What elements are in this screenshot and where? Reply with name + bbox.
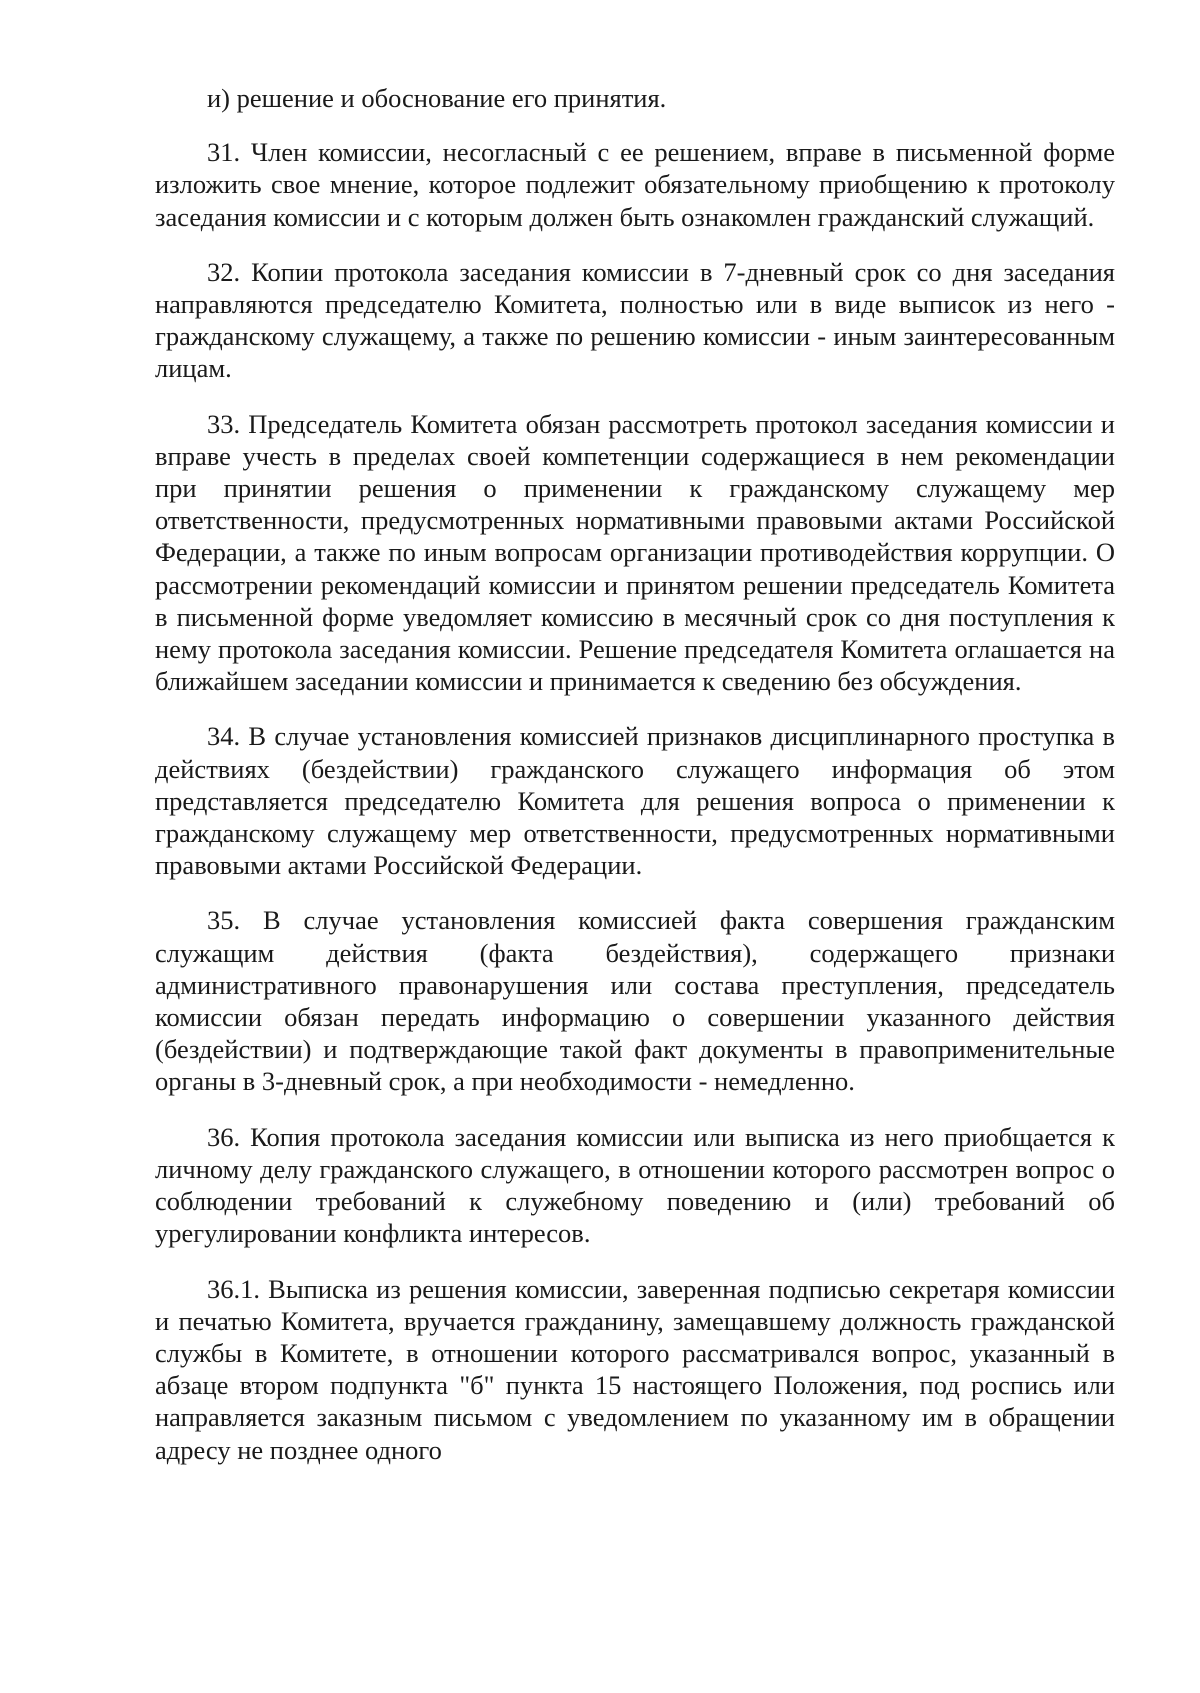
paragraph-32: 32. Копии протокола заседания комиссии в 7-дневный срок со дня заседания направляются председателю Комитета, полностью или в виде выписок из него - гражданскому служащему, а также по решению комиссии - иным заинтересованным лицам. (155, 256, 1115, 384)
paragraph-34: 34. В случае установления комиссией признаков дисциплинарного проступка в действиях (бездействии) гражданского служащего информация об этом представляется председателю Комитета для решения вопроса о применении к гражданскому служащему мер ответственности, предусмотренных нормативными правовыми актами Российской Федерации. (155, 721, 1115, 881)
paragraph-35: 35. В случае установления комиссией факта совершения гражданским служащим действия (факта бездействия), содержащего признаки административного правонарушения или состава преступления, председатель комиссии обязан передать информацию о совершении указанного действия (бездействии) и подтверждающие такой факт документы в правоприменительные органы в 3-дневный срок, а при необходимости - немедленно. (155, 905, 1115, 1097)
document-body (155, 82, 1115, 1466)
paragraph-36: 36. Копия протокола заседания комиссии или выписка из него приобщается к личному делу гражданского служащего, в отношении которого рассмотрен вопрос о соблюдении требований к служебному поведению и (или) требований об урегулировании конфликта интересов. (155, 1121, 1115, 1249)
paragraph-31: 31. Член комиссии, несогласный с ее решением, вправе в письменной форме изложить свое мнение, которое подлежит обязательному приобщению к протоколу заседания комиссии и с которым должен быть ознакомлен гражданский служащий. (155, 137, 1115, 232)
paragraph-item-i: и) решение и обоснование его принятия. (207, 83, 667, 113)
paragraph-33: 33. Председатель Комитета обязан рассмотреть протокол заседания комиссии и вправе учесть в пределах своей компетенции содержащиеся в нем рекомендации при принятии решения о применении к гражданскому служащему мер ответственности, предусмотренных нормативными правовыми актами Российской Федерации, а также по иным вопросам организации противодействия коррупции. О рассмотрении рекомендаций комиссии и принятом решении председатель Комитета в письменной форме уведомляет комиссию в месячный срок со дня поступления к нему протокола заседания комиссии. Решение председателя Комитета оглашается на ближайшем заседании комиссии и принимается к сведению без обсуждения. (155, 408, 1115, 697)
paragraph-36-1: 36.1. Выписка из решения комиссии, заверенная подписью секретаря комиссии и печатью Комитета, вручается гражданину, замещавшему должность гражданской службы в Комитете, в отношении которого рассматривался вопрос, указанный в абзаце втором подпункта "б" пункта 15 настоящего Положения, под роспись или направляется заказным письмом с уведомлением по указанному им в обращении адресу не позднее одного (155, 1273, 1115, 1465)
